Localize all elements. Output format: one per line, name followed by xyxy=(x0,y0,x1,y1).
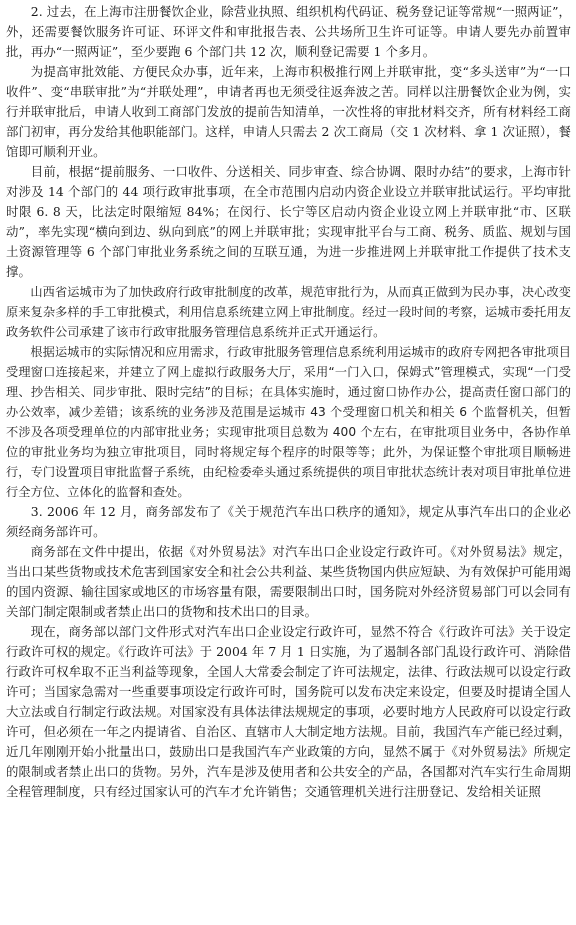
paragraph-foreign-trade-law: 商务部在文件中提出，依据《对外贸易法》对汽车出口企业设定行政许可。《对外贸易法》规定，当出口某些货物或技术危害到国家安全和社会公共利益、某些货物国内供应短缺、为有效保护可能用竭的国内资源、输往国家或地区的市场容量有限，需要限制出口时，国务院对外经济贸易部门可以会同有关部门制定限制或者禁止出口的货物和技术出口的目录。 xyxy=(6,544,571,619)
paragraph-yuncheng-reform: 山西省运城市为了加快政府行政审批制度的改革，规范审批行为，从而真正做到为民办事，决心改变原来复杂多样的手工审批模式，利用信息系统建立网上审批制度。经过一段时间的考察，运城市委托用友政务软件公司承建了该市行政审批服务管理信息系统并正式开通运行。 xyxy=(6,285,571,339)
paragraph-administrative-licensing-law: 现在，商务部以部门文件形式对汽车出口企业设定行政许可，显然不符合《行政许可法》关于设定行政许可权的规定。《行政许可法》于 2004 年 7 月 1 日实施，为了遏制各部门乱设行政许可、消除借行政许可权牟取不正当利益等现象，全国人大常委会制定了许可法规定，法律、行政法规可以设定行政许可；当国家急需对一些重要事项设定行政许可时，国务院可以发布决定来设定，但要及时提请全国人大立法或自行制定行政法规。对国家没有具体法律法规规定的事项，必要时地方人民政府可以设定行政许可，但必须在一年之内提请省、自治区、直辖市人大制定地方法规。目前，我国汽车产能已经过剩，近几年刚刚开始小批量出口，鼓励出口是我国汽车产业政策的方向，显然不属于《对外贸易法》所规定的限制或者禁止出口的货物。另外，汽车是涉及使用者和公共安全的产品，各国都对汽车实行生命周期全程管理制度，只有经过国家认可的汽车才允许销售；交通管理机关进行注册登记、发给相关证照 xyxy=(6,624,571,799)
paragraph-parallel-approval-benefits: 为提高审批效能、方便民众办事，近年来，上海市积极推行网上并联审批，变“多头送审”为“一口收件”、变“串联审批”为“并联处理”，申请者再也无须受往返奔波之苦。同样以注册餐饮企业为例，实行并联审批后，申请人收到工商部门发放的提前告知清单，一次性将的审批材料交齐，所有材料经工商部门初审，再分发给其他职能部门。这样，申请人只需去 2 次工商局（交 1 次材料、拿 1 次证照），餐馆即可顺利开业。 xyxy=(6,64,571,159)
paragraph-yuncheng-system-details: 根据运城市的实际情况和应用需求，行政审批服务管理信息系统利用运城市的政府专网把各审批项目受理窗口连接起来，并建立了网上虚拟行政服务大厅，采用“一门入口，保姆式”管理模式，实现“一门受理、抄告相关、同步审批、限时完结”的目标；在具体实施时，通过窗口协作办公，提高责任窗口部门的办公效率，减少差错；该系统的业务涉及范围是运城市 43 个受理窗口机关和相关 6 个监督机关，但暂不涉及各项受理单位的内部审批业务；实现审批项目总数为 400 个左右，在审批项目业务中，各协作单位的审批业务均为独立审批项目，同时将规定每个程序的时限等等；此外，为保证整个审批项目顺畅进行，专门设置项目审批监督子系统，由纪检委牵头通过系统提供的项目审批状态统计表对项目审批单位进行全方位、立体化的监督和查处。 xyxy=(6,345,571,499)
paragraph-shanghai-catering-registration: 2. 过去，在上海市注册餐饮企业，除营业执照、组织机构代码证、税务登记证等常规“一照两证”，外，还需要餐饮服务许可证、环评文件和审批报告表、公共场所卫生许可证等。申请人要先办前置审批，再办“一照两证”，至少要跑 6 个部门共 12 次，顺利登记需要 1 个多月。 xyxy=(6,4,571,59)
paragraph-auto-export-notice: 3. 2006 年 12 月，商务部发布了《关于规范汽车出口秩序的通知》，规定从事汽车出口的企业必须经商务部许可。 xyxy=(6,504,571,539)
paragraph-shanghai-parallel-approval-trial: 目前，根据“提前服务、一口收件、分送相关、同步审查、综合协调、限时办结”的要求，上海市针对涉及 14 个部门的 44 项行政审批事项，在全市范围内启动内资企业设立并联审批试运行。平均审批时限 6. 8 天，比法定时限缩短 84%；在闵行、长宁等区启动内资企业设立网上并联审批“市、区联动”，率先实现“横向到边、纵向到底”的网上并联审批；实现审批平台与工商、税务、质监、规划与国土资源管理等 6 个部门审批业务系统之间的互联互通，为进一步推进网上并联审批工作提供了技术支撑。 xyxy=(6,164,571,279)
